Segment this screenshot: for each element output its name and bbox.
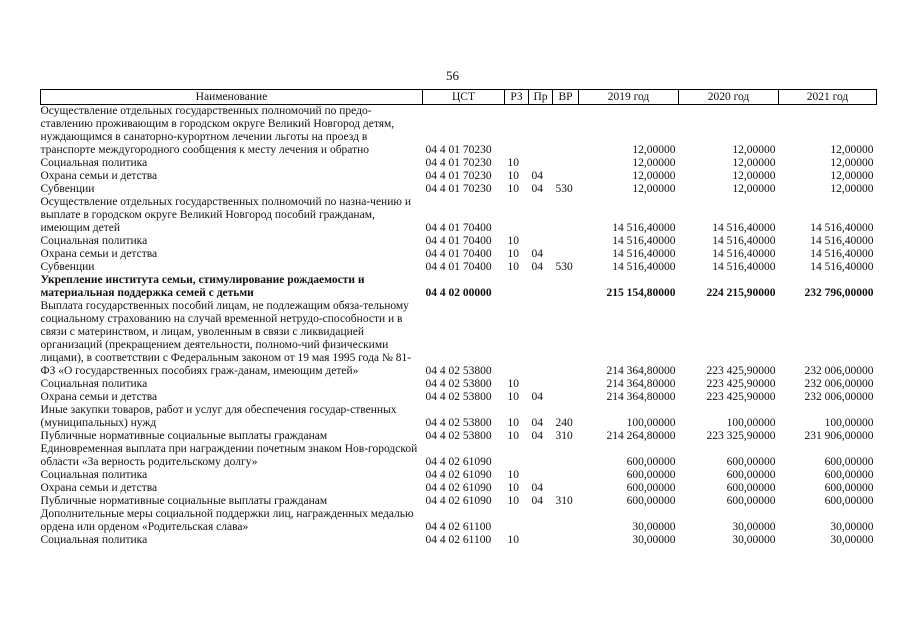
cell-2020: 224 215,90000 [706,287,776,299]
table-row [41,248,877,261]
cell-vr [553,534,579,547]
cell-rz: 10 [507,391,519,403]
cell-cst: 04 4 01 70230 [425,170,492,182]
cell-vr [553,105,579,158]
cell-rz: 10 [507,495,519,507]
cell-2021: 30,00000 [830,521,874,533]
cell-name: Публичные нормативные социальные выплаты гражданам [40,495,328,507]
cell-rz: 10 [507,430,519,442]
cell-2021: 14 516,40000 [810,261,874,273]
header-name: Наименование [41,90,423,105]
table-row [41,469,877,482]
cell-2021: 12,00000 [830,170,874,182]
cell-pr [529,235,553,248]
table-row [41,482,877,495]
cell-vr [553,300,579,378]
cell-name: Социальная политика [40,469,148,481]
cell-2020: 30,00000 [732,534,776,546]
cell-rz [505,105,529,158]
header-pr: Пр [529,90,553,105]
cell-vr [553,235,579,248]
cell-name: Дополнительные меры социальной поддержки лиц, награжденных медалью ордена или орденом «Родительская слава» [40,508,414,533]
table-row [41,534,877,547]
cell-name: Единовременная выплата при награждении почетным знаком Нов-городской области «За верность родительскому долгу» [40,443,418,468]
cell-cst: 04 4 01 70230 [425,157,492,169]
cell-vr [553,170,579,183]
cell-2019: 14 516,40000 [612,235,676,247]
cell-vr [553,248,579,261]
table-row [41,378,877,391]
table-row [41,196,877,235]
cell-2020: 14 516,40000 [712,222,776,234]
cell-2019: 12,00000 [632,170,676,182]
cell-2019: 30,00000 [632,534,676,546]
cell-cst: 04 4 02 53800 [425,391,492,403]
cell-rz: 10 [507,534,519,546]
cell-pr [529,105,553,158]
cell-rz: 10 [507,378,519,390]
cell-2019: 14 516,40000 [612,248,676,260]
cell-2020: 14 516,40000 [712,248,776,260]
cell-pr: 04 [531,430,543,442]
cell-cst: 04 4 02 53800 [425,417,492,429]
table-body [41,105,877,548]
cell-2020: 223 425,90000 [706,391,776,403]
cell-2020: 12,00000 [732,144,776,156]
cell-pr [529,300,553,378]
header-vr: ВР [553,90,579,105]
cell-name: Социальная политика [40,378,148,390]
cell-2019: 14 516,40000 [612,261,676,273]
cell-cst: 04 4 01 70400 [425,261,492,273]
cell-2021: 14 516,40000 [810,222,874,234]
cell-2020: 12,00000 [732,157,776,169]
table-row [41,430,877,443]
cell-pr [529,469,553,482]
cell-2021: 232 006,00000 [804,378,874,390]
table-row [41,261,877,274]
cell-2021: 232 006,00000 [804,391,874,403]
cell-2020: 600,00000 [726,495,776,507]
cell-cst: 04 4 02 53800 [425,378,492,390]
cell-vr [553,482,579,495]
cell-2020: 12,00000 [732,183,776,195]
cell-rz: 10 [507,482,519,494]
cell-pr: 04 [531,482,543,494]
cell-2019: 600,00000 [626,469,676,481]
cell-vr [553,196,579,235]
cell-2021: 12,00000 [830,183,874,195]
cell-2020: 100,00000 [726,417,776,429]
cell-cst: 04 4 02 61100 [425,534,492,546]
cell-cst: 04 4 01 70400 [425,248,492,260]
cell-2020: 600,00000 [726,482,776,494]
cell-name: Охрана семьи и детства [40,248,158,260]
cell-vr [553,157,579,170]
cell-rz: 10 [507,261,519,273]
cell-rz: 10 [507,248,519,260]
cell-rz: 10 [507,170,519,182]
header-2019: 2019 год [579,90,679,105]
cell-2021: 12,00000 [830,157,874,169]
cell-name: Осуществление отдельных государственных полномочий по предо-ставлению проживающим в городском округе Великий Новгород детям, нуждающимся в санаторно-курортном лечении льготы на проезд в транспорте междугородного сообщения к месту лечения и обратно [40,105,395,156]
cell-2021: 30,00000 [830,534,874,546]
cell-2019: 14 516,40000 [612,222,676,234]
cell-2021: 600,00000 [824,495,874,507]
cell-2019: 600,00000 [626,456,676,468]
cell-rz: 10 [507,469,519,481]
cell-rz: 10 [507,157,519,169]
cell-cst: 04 4 01 70400 [425,222,492,234]
cell-cst: 04 4 01 70230 [425,144,492,156]
cell-vr [553,508,579,534]
cell-vr [553,443,579,469]
table-header [41,90,877,105]
cell-2020: 223 425,90000 [706,378,776,390]
cell-vr [553,469,579,482]
cell-vr: 310 [555,430,573,442]
cell-rz [505,300,529,378]
table-row [41,391,877,404]
cell-2019: 214 264,80000 [606,430,676,442]
cell-2021: 232 006,00000 [804,365,874,377]
cell-cst: 04 4 02 61100 [425,521,492,533]
cell-name: Укрепление института семьи, стимулирование рождаемости и материальная поддержка семей с детьми [40,274,365,299]
cell-cst: 04 4 02 61090 [425,469,492,481]
cell-2021: 14 516,40000 [810,235,874,247]
cell-2019: 600,00000 [626,495,676,507]
cell-name: Публичные нормативные социальные выплаты гражданам [40,430,328,442]
cell-2020: 223 425,90000 [706,365,776,377]
cell-2020: 12,00000 [732,170,776,182]
cell-pr: 04 [531,248,543,260]
table-row [41,105,877,158]
cell-vr: 310 [555,495,573,507]
cell-cst: 04 4 01 70230 [425,183,492,195]
cell-cst: 04 4 02 53800 [425,365,492,377]
cell-2020: 223 325,90000 [706,430,776,442]
table-row [41,443,877,469]
table-row [41,508,877,534]
table-row [41,495,877,508]
cell-pr: 04 [531,183,543,195]
cell-cst: 04 4 02 61090 [425,456,492,468]
cell-2020: 600,00000 [726,456,776,468]
cell-2019: 214 364,80000 [606,365,676,377]
cell-name: Охрана семьи и детства [40,482,158,494]
cell-2021: 232 796,00000 [804,287,874,299]
cell-pr [529,157,553,170]
cell-2021: 600,00000 [824,469,874,481]
cell-name: Субвенции [40,261,95,273]
cell-2019: 12,00000 [632,144,676,156]
cell-2019: 100,00000 [626,417,676,429]
cell-2019: 214 364,80000 [606,378,676,390]
cell-cst: 04 4 02 61090 [425,482,492,494]
table-row [41,404,877,430]
cell-2021: 600,00000 [824,456,874,468]
cell-vr: 530 [555,261,573,273]
cell-2020: 14 516,40000 [712,235,776,247]
cell-pr [529,508,553,534]
cell-name: Социальная политика [40,157,148,169]
table-row [41,235,877,248]
cell-pr [529,534,553,547]
cell-name: Охрана семьи и детства [40,391,158,403]
table-row [41,157,877,170]
cell-name: Выплата государственных пособий лицам, не подлежащим обяза-тельному социальному страхованию на случай временной нетрудо-способности и в связи с материнством, и лицам, уволенным в связи с ликвидацией организаций (прекращением деятельности, полномо-чий физическими лицами), в соответствии с Федеральным законом от 19 мая 1995 года № 81-ФЗ «О государственных пособиях граж-данам, имеющим детей» [40,300,412,377]
cell-name: Социальная политика [40,534,148,546]
cell-2019: 12,00000 [632,157,676,169]
cell-vr [553,378,579,391]
cell-rz [505,274,529,300]
cell-2020: 30,00000 [732,521,776,533]
cell-cst: 04 4 02 53800 [425,430,492,442]
cell-vr [553,274,579,300]
cell-2019: 12,00000 [632,183,676,195]
cell-2019: 214 364,80000 [606,391,676,403]
page-number: 56 [446,68,459,83]
cell-cst: 04 4 02 61090 [425,495,492,507]
cell-rz: 10 [507,183,519,195]
cell-name: Охрана семьи и детства [40,170,158,182]
header-cst: ЦСТ [423,90,505,105]
budget-table [40,89,877,547]
cell-rz [505,508,529,534]
cell-pr [529,274,553,300]
cell-2019: 30,00000 [632,521,676,533]
cell-name: Субвенции [40,183,95,195]
cell-2021: 14 516,40000 [810,248,874,260]
cell-pr: 04 [531,391,543,403]
cell-name: Осуществление отдельных государственных полномочий по назна-чению и выплате в городском округе Великий Новгород пособий гражданам, имеющим детей [40,196,411,234]
header-2020: 2020 год [679,90,779,105]
cell-pr [529,378,553,391]
table-row [41,183,877,196]
cell-2021: 12,00000 [830,144,874,156]
cell-rz: 10 [507,417,519,429]
cell-2020: 14 516,40000 [712,261,776,273]
cell-rz [505,196,529,235]
cell-name: Социальная политика [40,235,148,247]
cell-2020: 600,00000 [726,469,776,481]
cell-pr: 04 [531,417,543,429]
cell-vr: 240 [555,417,573,429]
cell-pr: 04 [531,495,543,507]
cell-pr: 04 [531,261,543,273]
cell-name: Иные закупки товаров, работ и услуг для обеспечения государ-ственных (муниципальных) нужд [40,404,397,429]
cell-vr: 530 [555,183,573,195]
cell-pr [529,443,553,469]
cell-rz [505,443,529,469]
table-row [41,170,877,183]
header-2021: 2021 год [779,90,877,105]
cell-vr [553,391,579,404]
cell-cst: 04 4 01 70400 [425,235,492,247]
cell-2019: 600,00000 [626,482,676,494]
table-row [41,300,877,378]
cell-pr: 04 [531,170,543,182]
cell-2019: 215 154,80000 [606,287,676,299]
header-rz: РЗ [505,90,529,105]
cell-2021: 100,00000 [824,417,874,429]
table-row [41,274,877,300]
cell-rz: 10 [507,235,519,247]
cell-2021: 231 906,00000 [804,430,874,442]
cell-cst: 04 4 02 00000 [425,287,492,299]
cell-pr [529,196,553,235]
cell-2021: 600,00000 [824,482,874,494]
